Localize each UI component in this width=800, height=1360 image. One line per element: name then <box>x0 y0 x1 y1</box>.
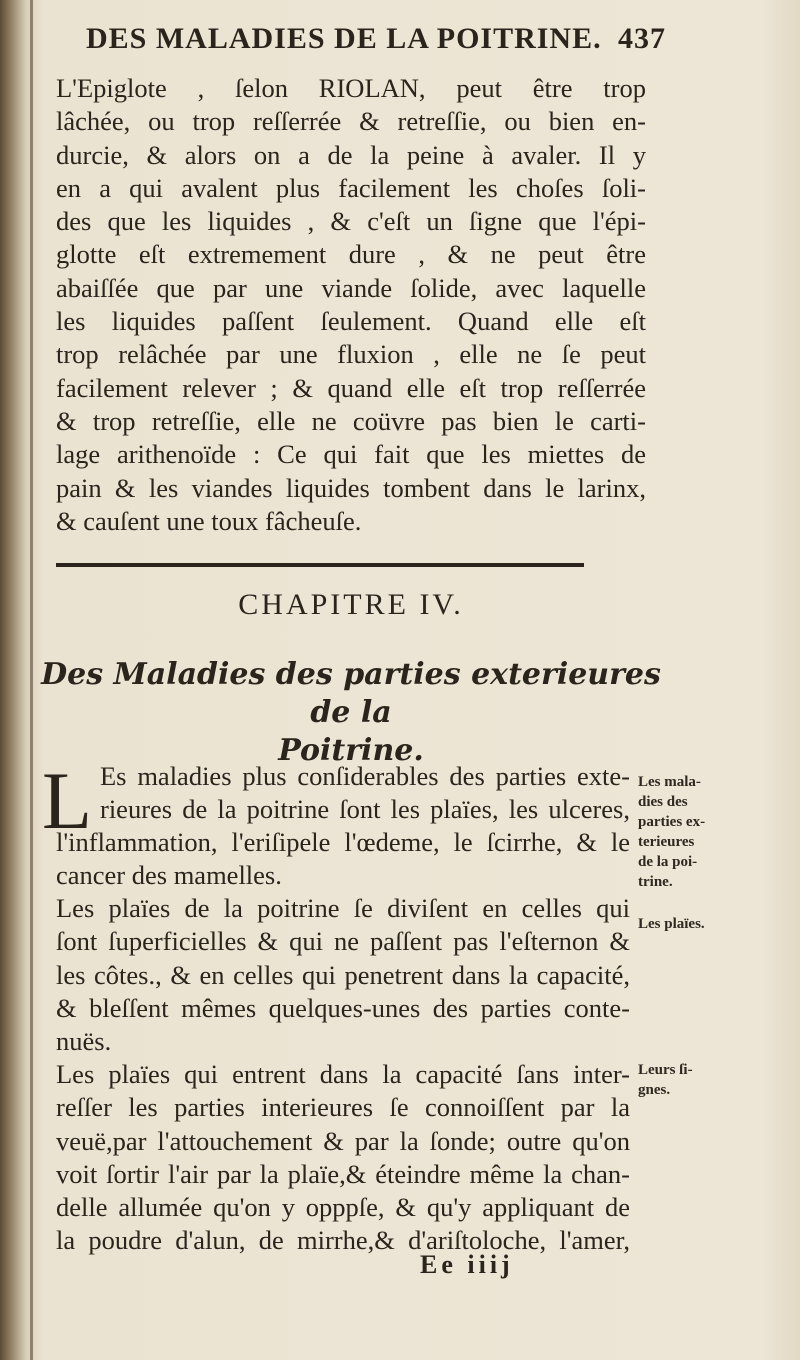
margin-note-line: gnes. <box>638 1082 671 1098</box>
text-line: facilement relever ; & quand elle eſt trop reſſerrée <box>56 372 646 403</box>
text-line: lâchée, ou trop reſſerrée & retreſſie, ou bien en- <box>56 106 646 137</box>
signature-mark: Ee iiij <box>420 1250 514 1279</box>
chapter-heading: CHAPITRE IV. <box>238 588 464 621</box>
text-line: L'Epiglote , ſelon RIOLAN, peut être trop <box>56 73 646 103</box>
margin-note-line: Les plaïes. <box>638 916 705 932</box>
text-line: voit ſortir l'air par la plaïe,& éteindre même la chan- <box>56 1158 630 1189</box>
text-line: l'inflammation, l'eriſipele l'œdeme, le ſcirrhe, & le <box>56 827 630 857</box>
text-line: la poudre d'alun, de mirrhe,& d'ariſtoloche, l'amer, <box>56 1225 630 1256</box>
paragraph-epiglotte <box>56 72 646 538</box>
running-header <box>86 22 666 56</box>
text-line: Les plaïes de la poitrine ſe diviſent en celles qui <box>56 893 630 923</box>
text-line: nuës. <box>56 1026 112 1057</box>
section-divider <box>56 563 584 567</box>
text-line: veuë,par l'attouchement & par la ſonde; outre qu'on <box>56 1125 630 1156</box>
text-line: rieures de la poitrine ſont les plaïes, les ulceres, <box>100 794 630 825</box>
text-line: pain & les viandes liquides tombent dans le larinx, <box>56 472 646 503</box>
running-title: DES MALADIES DE LA POITRINE. <box>86 22 602 55</box>
margin-note-line: de la poi- <box>638 854 698 870</box>
subtitle-line: Poitrine. <box>278 733 424 768</box>
text-line: & bleſſent mêmes quelques-unes des parties conte- <box>56 992 630 1023</box>
drop-cap: L <box>42 755 93 846</box>
text-line: lage arithenoïde : Ce qui fait que les miettes de <box>56 439 646 470</box>
margin-note-line: terieures <box>638 834 695 850</box>
text-line: les côtes., & en celles qui penetrent dans la capacité, <box>56 959 630 990</box>
margin-note-line: trine. <box>638 874 673 890</box>
text-line: trop relâchée par une fluxion , elle ne ſe peut <box>56 339 646 370</box>
paragraph-plaies <box>56 892 630 1058</box>
text-line: abaiſſée que par une viande ſolide, avec laquelle <box>56 272 646 303</box>
text-line: ſont ſuperficielles & qui ne paſſent pas l'eſternon & <box>56 926 630 957</box>
text-line: Es maladies plus conſiderables des parties exte- <box>100 761 630 791</box>
text-line: des que les liquides , & c'eſt un ſigne que l'épi- <box>56 206 646 237</box>
paragraph-signes <box>56 1058 630 1258</box>
text-line: cancer des mamelles. <box>56 860 282 891</box>
text-line: en a qui avalent plus facilement les choſes ſoli- <box>56 172 646 203</box>
text-line: reſſer les parties interieures ſe connoiſſent par la <box>56 1092 630 1123</box>
page-gutter <box>30 0 33 1360</box>
text-line: & cauſent une toux fâcheuſe. <box>56 505 362 536</box>
margin-note-maladies <box>638 772 768 892</box>
paragraph-maladies-tail <box>56 826 630 893</box>
margin-note-line: Les mala- <box>638 774 701 790</box>
subtitle-line: Des Maladies des parties exterieures de la <box>41 657 661 730</box>
margin-note-line: dies des <box>638 794 688 810</box>
margin-note-line: parties ex- <box>638 814 706 830</box>
margin-note-signes <box>638 1060 768 1100</box>
margin-note-plaies <box>638 914 768 934</box>
paragraph-maladies-head <box>100 760 630 827</box>
margin-note-line: Leurs ſi- <box>638 1062 693 1078</box>
page-number: 437 <box>618 22 666 55</box>
text-line: les liquides paſſent ſeulement. Quand elle eſt <box>56 306 646 337</box>
text-line: durcie, & alors on a de la peine à avaler. Il y <box>56 139 646 170</box>
chapter-subtitle <box>40 656 662 770</box>
text-line: delle allumée qu'on y opppſe, & qu'y appliquant de <box>56 1192 630 1223</box>
text-line: glotte eſt extremement dure , & ne peut être <box>56 239 646 270</box>
text-line: Les plaïes qui entrent dans la capacité ſans inter- <box>56 1059 630 1089</box>
text-line: & trop retreſſie, elle ne coüvre pas bien le carti- <box>56 405 646 436</box>
